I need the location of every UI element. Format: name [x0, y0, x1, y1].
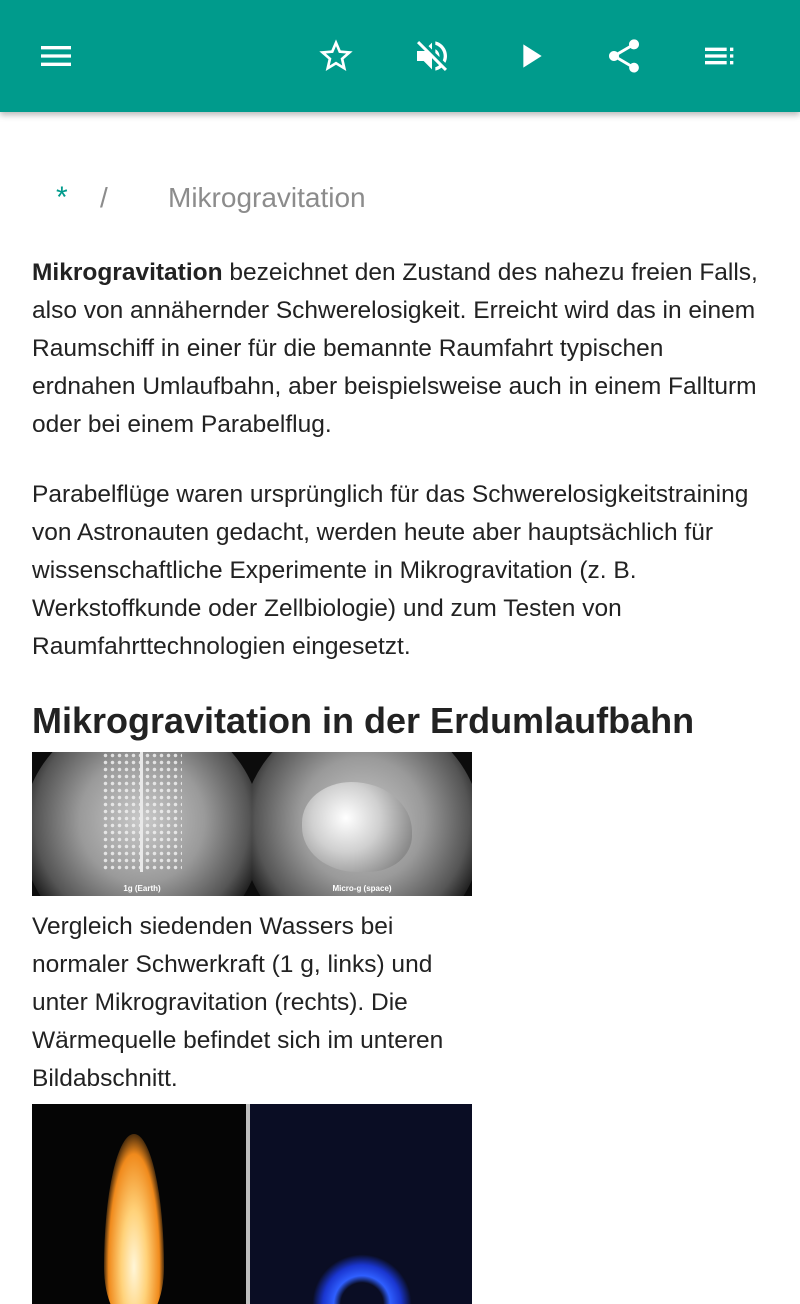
image-label-earth: 1g (Earth)	[123, 884, 161, 893]
image-half-earth-flame	[32, 1104, 246, 1304]
figure-caption: Vergleich siedenden Wassers bei normaler Schwerkraft (1 g, links) und unter Mikrogravitation (rechts). Die Wärmequelle befindet sich im unteren Bildabschnitt.	[32, 913, 444, 1092]
playlist-icon	[700, 36, 740, 76]
mute-button[interactable]	[404, 28, 460, 84]
share-button[interactable]	[596, 28, 652, 84]
app-bar	[0, 0, 800, 112]
figure-boiling-water	[32, 752, 472, 1098]
breadcrumb-current: Mikrogravitation	[168, 182, 366, 213]
intro-text: bezeichnet den Zustand des nahezu freien Falls, also von annähernder Schwerelosigkeit. Erreicht wird das in einem Raumschiff in einer für die bemannte Raumfahrt typischen erdnahen Umlaufbahn, aber beispielsweise auch in einem Fallturm oder bei einem Parabelflug.	[32, 259, 758, 438]
breadcrumb	[56, 176, 366, 220]
menu-icon	[36, 36, 76, 76]
contents-button[interactable]	[692, 28, 748, 84]
blue-flame	[312, 1254, 412, 1304]
article-content	[32, 254, 772, 1304]
play-icon	[510, 36, 550, 76]
heater-rod	[140, 752, 143, 872]
breadcrumb-separator: /	[100, 182, 108, 213]
image-half-earth	[32, 752, 252, 896]
yellow-flame	[104, 1134, 164, 1304]
section-heading: Mikrogravitation in der Erdumlaufbahn	[32, 700, 695, 741]
paragraph-2: Parabelflüge waren ursprünglich für das Schwerelosigkeitstraining von Astronauten gedacht, werden heute aber hauptsächlich für wissenschaftliche Experimente in Mikrogravitation (z. B. Werkstoffkunde oder Zellbiologie) und zum Testen von Raumfahrttechnologien eingesetzt.	[32, 481, 749, 660]
share-icon	[604, 36, 644, 76]
boiling-water-image[interactable]	[32, 752, 472, 896]
menu-button[interactable]	[28, 28, 84, 84]
intro-paragraph	[32, 254, 772, 444]
breadcrumb-home-link[interactable]: *	[56, 181, 68, 214]
candle-flame-image[interactable]	[32, 1104, 472, 1304]
image-label-space: Micro-g (space)	[332, 884, 392, 893]
play-button[interactable]	[502, 28, 558, 84]
intro-term: Mikrogravitation	[32, 259, 223, 286]
volume-off-icon	[412, 36, 452, 76]
image-half-space	[252, 752, 472, 896]
favorite-button[interactable]	[308, 28, 364, 84]
image-half-space-flame	[250, 1104, 472, 1304]
star-outline-icon	[316, 36, 356, 76]
